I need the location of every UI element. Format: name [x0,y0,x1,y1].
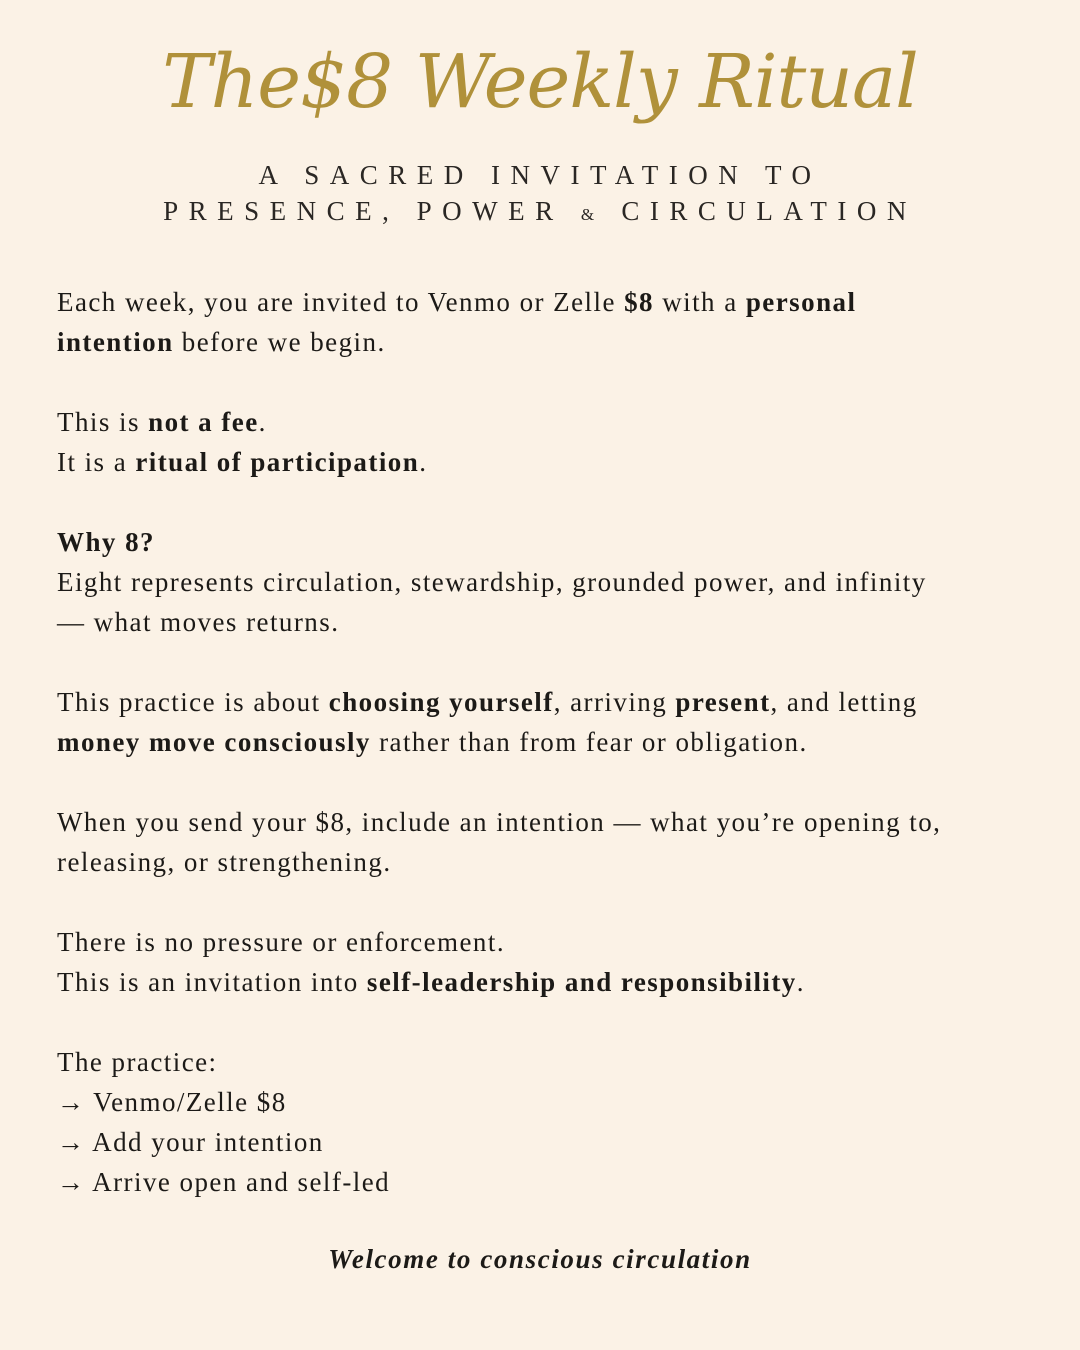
page-title: The$8 Weekly Ritual [162,39,918,125]
emphasis: $8 [624,287,654,317]
intention-line-1: When you send your $8, include an intention — what you’re opening to, [57,807,942,837]
practice-step: → Venmo/Zelle $8 [57,1087,287,1117]
text: rather than from fear or obligation. [370,727,808,757]
text: with a [654,287,746,317]
practice-step: → Add your intention [57,1127,324,1157]
emphasis: money move consciously [57,727,371,757]
subtitle-part-b: CIRCULATION [621,196,917,226]
invitation-paragraph [57,922,1032,1002]
why-8-line-1: Eight represents circulation, stewardship, grounded power, and infinity [57,567,927,597]
text: This is [57,407,149,437]
emphasis: intention [57,327,174,357]
emphasis: ritual of participation [135,447,420,477]
intro-line-2 [57,322,1032,362]
not-a-fee-line [57,402,1032,442]
why-8-paragraph [57,522,1032,642]
practice-step: → Arrive open and self-led [57,1167,391,1197]
ampersand: & [580,205,605,224]
body-content [57,282,1032,1242]
emphasis: self-leadership and responsibility [366,967,797,997]
text: before we begin. [173,327,386,357]
intention-paragraph [57,802,1032,882]
practice-about-paragraph [57,682,1032,762]
text: . [419,447,428,477]
practice-about-line-1 [57,682,1032,722]
emphasis: personal [745,287,857,317]
emphasis: not a fee [148,407,259,437]
practice-heading: The practice: [57,1047,218,1077]
text: , arriving [553,687,676,717]
text: This practice is about [57,687,329,717]
practice-list [57,1042,1032,1202]
intro-line-1 [57,282,1032,322]
text: . [258,407,267,437]
intention-line-2: releasing, or strengthening. [57,847,392,877]
emphasis: present [675,687,771,717]
emphasis: choosing yourself [328,687,554,717]
why-8-line-2: — what moves returns. [57,607,340,637]
ritual-line [57,442,1032,482]
text: , and letting [770,687,918,717]
subtitle-line-1: A SACRED INVITATION TO [258,160,822,190]
invitation-line-2 [57,962,1032,1002]
subtitle-line-2 [0,196,1080,227]
practice-about-line-2 [57,722,1032,762]
text: . [796,967,805,997]
text: This is an invitation into [57,967,367,997]
text: It is a [57,447,136,477]
why-8-heading: Why 8? [57,527,155,557]
subtitle-part-a: PRESENCE, POWER [163,196,564,226]
not-a-fee-paragraph [57,402,1032,482]
text: Each week, you are invited to Venmo or Zelle [57,287,625,317]
intro-paragraph [57,282,1032,362]
invitation-line-1: There is no pressure or enforcement. [57,927,506,957]
closing-line: Welcome to conscious circulation [328,1244,752,1274]
